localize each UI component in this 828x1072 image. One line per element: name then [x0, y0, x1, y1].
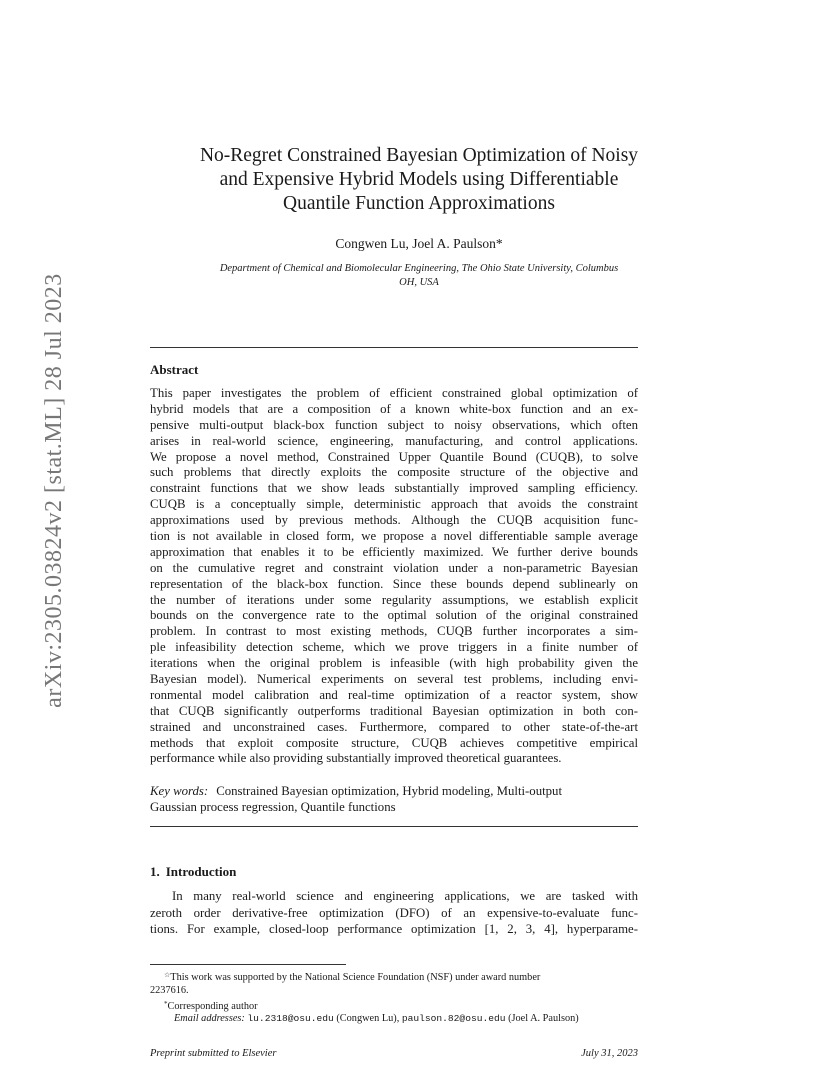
arxiv-stamp	[36, 272, 72, 708]
abstract-line: hybrid models that are a composition of a known white-box function and an ex-	[150, 401, 638, 416]
email-footnote	[150, 1013, 638, 1026]
keywords-line: Gaussian process regression, Quantile functions	[150, 800, 396, 814]
keywords	[150, 783, 638, 815]
footnotes	[150, 969, 638, 1026]
title-line: and Expensive Hybrid Models using Differentiable	[219, 169, 619, 190]
title-line: Quantile Function Approximations	[283, 193, 555, 214]
intro-line: tions. For example, closed-loop performance optimization [1, 2, 3, 4], hyperparame-	[150, 922, 638, 936]
abstract-line: the number of iterations under some regularity assumptions, we establish explicit	[150, 592, 638, 607]
email-link[interactable]: paulson.82@osu.edu	[401, 1013, 506, 1025]
abstract-line: bounds on the convergence rate to the optimal solution of the original constrained	[150, 608, 638, 623]
email-link[interactable]: lu.2318@osu.edu	[247, 1013, 334, 1025]
abstract-line: that CUQB significantly outperforms traditional Bayesian optimization in both con-	[150, 703, 638, 718]
abstract-line: Bayesian model). Numerical experiments on several test problems, including envi-	[150, 672, 638, 687]
corresponding-footnote	[150, 998, 638, 1014]
funding-mark: ☆	[164, 971, 171, 979]
email-owner: (Congwen Lu),	[336, 1013, 400, 1025]
keywords-label: Key words:	[150, 784, 209, 798]
abstract-line: constraint functions that we show leads substantially improved sampling efficiency.	[150, 481, 638, 496]
abstract-line: ple infeasibility detection scheme, which we prove triggers in a finite number of	[150, 640, 638, 655]
authors: Congwen Lu, Joel A. Paulson*	[335, 236, 503, 251]
intro-line: In many real-world science and engineering applications, we are tasked with	[172, 889, 638, 903]
paper-title	[150, 144, 688, 216]
email-label: Email addresses:	[174, 1013, 245, 1025]
arxiv-stamp-text: arXiv:2305.03824v2 [stat.ML] 28 Jul 2023	[40, 272, 67, 708]
abstract-line: CUQB is a conceptually simple, deterministic approach that avoids the constraint	[150, 497, 638, 512]
funding-footnote	[150, 969, 638, 985]
footer-preprint-note: Preprint submitted to Elsevier	[150, 1048, 277, 1059]
abstract-line: representation of the black-box function. Since these bounds depend sublinearly on	[150, 576, 638, 591]
funding-text: This work was supported by the National Science Foundation (NSF) under award number	[170, 972, 541, 983]
abstract-line: problem. In contrast to most existing methods, CUQB further incorporates a sim-	[150, 624, 638, 639]
abstract-heading: Abstract	[150, 362, 199, 377]
keywords-line	[150, 783, 638, 799]
affiliation-line: OH, USA	[399, 277, 439, 288]
abstract-line: methods that exploit composite structure, CUQB achieves competitive empirical	[150, 735, 638, 750]
footer-date: July 31, 2023	[581, 1048, 638, 1059]
affiliation-line: Department of Chemical and Biomolecular Engineering, The Ohio State University, Columbus	[219, 263, 619, 274]
abstract-line: This paper investigates the problem of efficient constrained global optimization of	[150, 386, 638, 400]
funding-footnote-cont: 2237616.	[150, 984, 189, 996]
abstract-line: arises in real-world science, engineering, manufacturing, and control applications.	[150, 433, 638, 448]
section-heading	[150, 864, 236, 880]
abstract-bottom-rule	[150, 826, 638, 827]
title-line: No-Regret Constrained Bayesian Optimization of Noisy	[199, 145, 639, 166]
abstract-line: tion is not available in closed form, we propose a novel differentiable sample average	[150, 529, 638, 544]
section-title: Introduction	[165, 864, 237, 879]
affiliation	[150, 262, 688, 290]
abstract-line: such problems that directly exploits the composite structure of the objective and	[150, 465, 638, 480]
email-owner: (Joel A. Paulson)	[508, 1013, 579, 1025]
keywords-text: Constrained Bayesian optimization, Hybrid modeling, Multi-output	[216, 784, 563, 798]
introduction-body	[150, 888, 638, 938]
abstract-body	[150, 386, 638, 767]
abstract-line: on the cumulative regret and constraint violation under a non-parametric Bayesian	[150, 560, 638, 575]
abstract-line: approximation that enables it to be efficiently maximized. We further derive bounds	[150, 544, 638, 559]
abstract-line: strained and unconstrained cases. Furthermore, compared to other state-of-the-art	[150, 719, 638, 734]
abstract-line: performance while also providing substantially improved theoretical guarantees.	[150, 751, 562, 766]
abstract-line: approximations used by previous methods. Although the CUQB acquisition func-	[150, 513, 638, 528]
footnote-rule	[150, 964, 346, 965]
abstract-line: iterations when the original problem is infeasible (with high probability given the	[150, 656, 638, 671]
corresponding-mark: *	[164, 999, 168, 1008]
abstract-line: We propose a novel method, Constrained Upper Quantile Bound (CUQB), to solve	[150, 449, 638, 464]
abstract-top-rule	[150, 347, 638, 348]
intro-line: zeroth order derivative-free optimization (DFO) of an expensive-to-evaluate func-	[150, 905, 638, 920]
abstract-line: ronmental model calibration and real-time optimization of a reactor system, show	[150, 687, 638, 702]
corresponding-text: Corresponding author	[167, 1000, 258, 1012]
abstract-line: pensive multi-output black-box function subject to noisy observations, which often	[150, 417, 638, 432]
section-number: 1.	[150, 864, 160, 879]
